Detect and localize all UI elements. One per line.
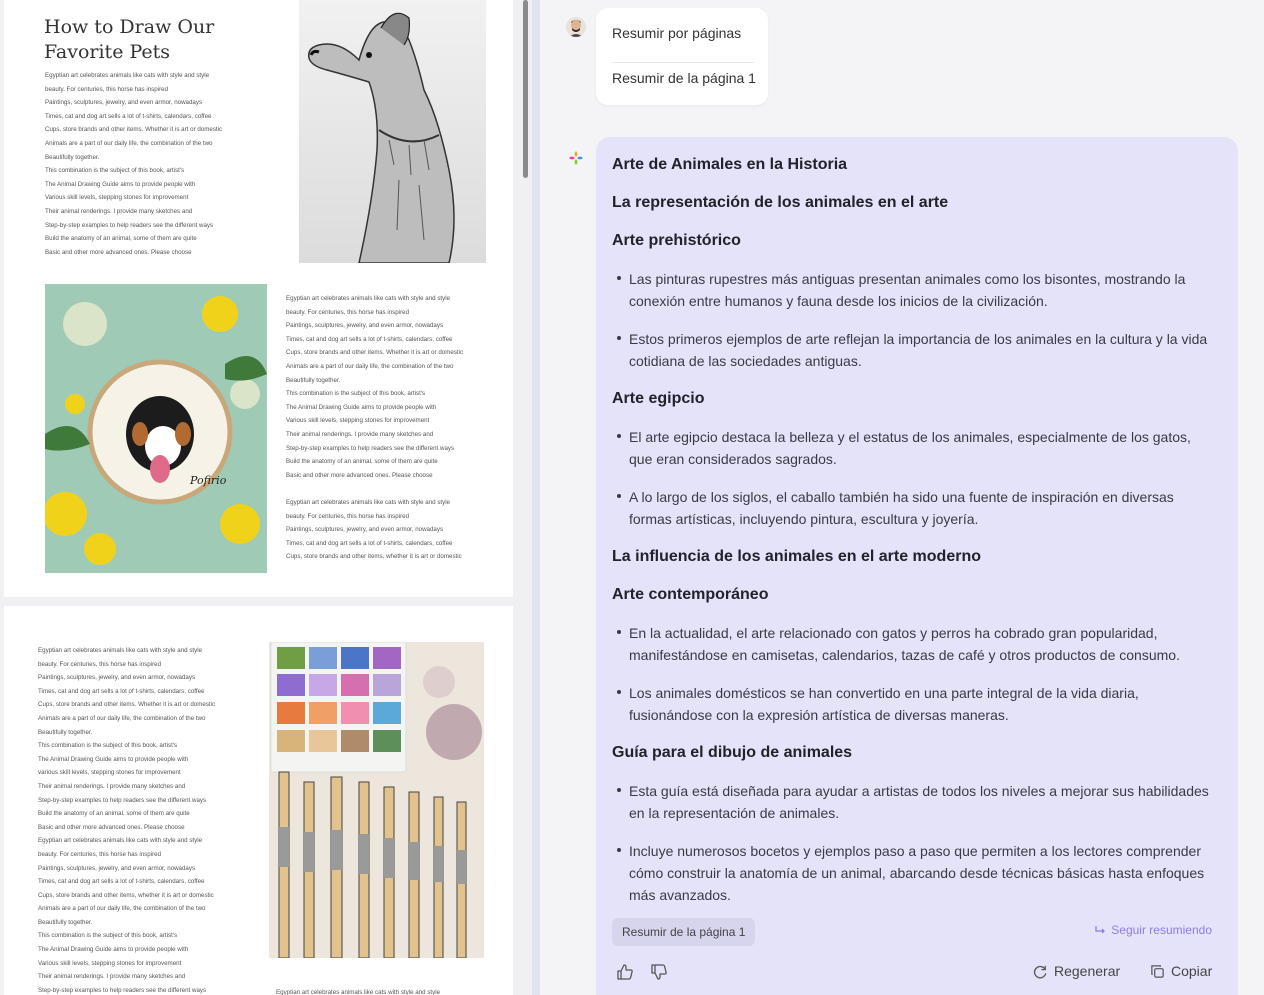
page1-text-column-1 (45, 69, 222, 259)
dog-sketch-image (299, 0, 486, 263)
text-line: Times, cat and dog art sells a lot of t-shirts, calendars, coffee (286, 335, 453, 343)
text-line: Times, cat and dog art sells a lot of t-shirts, calendars, coffee (45, 112, 212, 120)
text-line: Build the anatomy of an animal, some of them are quite (45, 235, 197, 243)
text-line: Their animal renderings. I provide many sketches and (38, 973, 186, 981)
bullet-line: Los animales domésticos se han convertido en una parte integral de la vida diaria, (629, 685, 1139, 701)
text-line: Paintings, sculptures, jewelry, and even armor, nowadays (286, 322, 444, 330)
bullet-line: formas artísticas, incluyendo pintura, escultura y joyería. (629, 511, 979, 527)
page-summary-chip[interactable]: Resumir de la página 1 (612, 918, 755, 946)
bullet-line: El arte egipcio destaca la belleza y el estatus de los animales, especialmente de los gatos, (629, 429, 1191, 445)
text-line: Paintings, sculptures, jewelry, and even armor, nowadays (38, 864, 196, 872)
chat-panel (540, 0, 1264, 995)
text-line: various skill levels, stepping stones for improvement (38, 769, 181, 777)
text-line: Cups, store brands and other items. Whether it is art or domestic (45, 126, 223, 134)
embroidery-hoop-image (45, 284, 267, 573)
bullet-line: Esta guía está diseñada para ayudar a artistas de todos los niveles a mejorar sus habilidades (629, 783, 1209, 799)
text-line: Build the anatomy of an animal, some of them are quite (286, 458, 438, 466)
text-line: Cups, store brands and other items. Whether it is art or domestic (286, 349, 464, 357)
thumbs-up-icon (616, 963, 634, 981)
text-line: beauty. For centuries, this horse has inspired (286, 308, 410, 316)
arrow-continue-icon (1094, 924, 1106, 936)
text-line: The Animal Drawing Guide aims to provide people with (38, 946, 189, 954)
regenerate-button[interactable] (1033, 963, 1120, 979)
text-line: Beautifully together. (286, 376, 341, 384)
text-line: This combination is the subject of this book, artist's (38, 742, 178, 750)
text-line: Build the anatomy of an animal, some of them are quite (38, 810, 190, 818)
text-line: Step-by-step examples to help readers see the different ways (45, 221, 214, 229)
bullet-item (612, 682, 1222, 742)
text-line: Paintings, sculptures, jewelry, and even armor, nowadays (286, 526, 444, 534)
text-line: Paintings, sculptures, jewelry, and even armor, nowadays (38, 674, 196, 682)
text-line: Their animal renderings. I provide many sketches and (38, 782, 186, 790)
text-line: beauty. For centuries, this horse has inspired (38, 660, 162, 668)
text-line: Egyptian art celebrates animals like cats with style and style (286, 498, 451, 506)
text-line: Beautifully together. (38, 728, 93, 736)
bullet-item (612, 840, 1222, 906)
thumbs-down-icon (650, 963, 668, 981)
subsection-heading: Arte prehistórico (612, 232, 741, 249)
bullet-line: cómo construir la anatomía de un animal, abarcando desde técnicas básicas hasta enfoques (629, 865, 1205, 881)
section-heading: La representación de los animales en el arte (612, 194, 949, 211)
text-line: Animals are a part of our daily life, the combination of the two (38, 714, 206, 722)
ai-logo-icon (566, 148, 586, 168)
user-message-bubble (596, 8, 768, 105)
text-line: The Animal Drawing Guide aims to provide people with (286, 403, 437, 411)
text-line: beauty. For centuries, this horse has inspired (38, 850, 162, 858)
bullet-item (612, 426, 1222, 486)
text-line: Cups, store brands and other items, whether it is art or domestic (286, 553, 462, 561)
text-line: The Animal Drawing Guide aims to provide people with (38, 755, 189, 763)
bullet-line: más avanzados. (629, 887, 731, 903)
bullet-line: Estos primeros ejemplos de arte reflejan la importancia de los animales en la cultura y la vida (629, 331, 1208, 347)
text-line: Paintings, sculptures, jewelry, and even armor, nowadays (45, 99, 203, 107)
user-message-divider (612, 62, 754, 63)
bullet-line: En la actualidad, el arte relacionado con gatos y perros ha cobrado gran popularidad, (629, 625, 1158, 641)
page2-text-column-1 (38, 644, 215, 995)
copy-label: Copiar (1171, 963, 1213, 979)
continue-label: Seguir resumiendo (1111, 923, 1212, 937)
text-line: Times, cat and dog art sells a lot of t-shirts, calendars, coffee (38, 687, 205, 695)
bullet-item (612, 328, 1222, 388)
text-line: Animals are a part of our daily life, the combination of the two (45, 139, 213, 147)
refresh-icon (1033, 964, 1048, 979)
page2-text-column-2 (276, 986, 440, 995)
text-line: Beautifully together. (38, 918, 93, 926)
dislike-button[interactable] (650, 963, 668, 981)
like-button[interactable] (616, 963, 634, 981)
title-line-2: Favorite Pets (44, 41, 171, 63)
text-line: Cups, store brands and other items. Whether it is art or domestic (38, 701, 216, 709)
bullet-line: conexión entre humanos y fauna desde los inicios de la civilización. (629, 293, 1048, 309)
bullet-line: manifestándose en camisetas, calendarios, tazas de café y otros productos de consumo. (629, 647, 1180, 663)
text-line: Animals are a part of our daily life, the combination of the two (38, 905, 206, 913)
text-line: Their animal renderings. I provide many sketches and (286, 430, 434, 438)
subsection-heading: Arte egipcio (612, 390, 705, 407)
response-title: Arte de Animales en la Historia (612, 156, 848, 173)
bullet-item (612, 486, 1222, 546)
text-line: Beautifully together. (45, 153, 100, 161)
text-line: Step-by-step examples to help readers see the different ways (38, 796, 207, 804)
section-heading: La influencia de los animales en el arte moderno (612, 548, 981, 565)
pdf-viewer[interactable] (0, 0, 532, 995)
text-line: Basic and other more advanced ones. Please choose (45, 248, 192, 256)
text-line: The Animal Drawing Guide aims to provide people with (45, 180, 196, 188)
user-message-line-1: Resumir por páginas (612, 25, 742, 41)
title-line-1: How to Draw Our (44, 16, 215, 38)
bullet-item (612, 780, 1222, 840)
text-line: Animals are a part of our daily life, the combination of the two (286, 362, 454, 370)
bullet-line: que eran considerados sagrados. (629, 451, 837, 467)
text-line: beauty. For centuries, this horse has inspired (45, 85, 169, 93)
text-line: Egyptian art celebrates animals like cats with style and style (276, 989, 441, 995)
text-line: Their animal renderings. I provide many sketches and (45, 207, 193, 215)
text-line (286, 482, 463, 496)
text-line: Various skill levels, stepping stones for improvement (38, 959, 182, 967)
text-line: This combination is the subject of this book, artist's (38, 932, 178, 940)
text-line: Egyptian art celebrates animals like cats with style and style (38, 837, 203, 845)
text-line: Step-by-step examples to help readers see the different ways (38, 986, 207, 994)
paints-brushes-image (269, 642, 484, 958)
text-line: Basic and other more advanced ones. Please choose (286, 471, 433, 479)
bullet-line: A lo largo de los siglos, el caballo también ha sido una fuente de inspiración en diversas (629, 489, 1174, 505)
user-avatar (566, 17, 586, 37)
text-line: This combination is the subject of this book, artist's (286, 390, 426, 398)
ai-response-bubble (596, 137, 1238, 995)
bullet-line: Las pinturas rupestres más antiguas presentan animales como los bisontes, mostrando la (629, 271, 1186, 287)
text-line: Basic and other more advanced ones. Please choose (38, 823, 185, 831)
text-line: Various skill levels, stepping stones for improvement (45, 194, 189, 202)
bullet-item (612, 268, 1222, 328)
pdf-scrollbar[interactable] (523, 0, 528, 178)
text-line: Times, cat and dog art sells a lot of t-shirts, calendars, coffee (286, 539, 453, 547)
bullet-line: en la representación de animales. (629, 805, 840, 821)
text-line: Egyptian art celebrates animals like cats with style and style (45, 72, 210, 79)
bullet-item (612, 622, 1222, 682)
user-message-line-2: Resumir de la página 1 (612, 70, 756, 86)
bullet-line: fusionándose con la expresión artística de diversas maneras. (629, 707, 1009, 723)
text-line: Cups, store brands and other items, whether it is art or domestic (38, 891, 214, 899)
text-line: This combination is the subject of this book, artist's (45, 167, 185, 175)
text-line: Egyptian art celebrates animals like cats with style and style (286, 295, 451, 302)
text-line: Times, cat and dog art sells a lot of t-shirts, calendars, coffee (38, 878, 205, 886)
subsection-heading: Guía para el dibujo de animales (612, 744, 853, 761)
pdf-page-1 (4, 0, 513, 597)
text-line: beauty. For centuries, this horse has inspired (286, 512, 410, 520)
bullet-line: cotidiana de las sociedades antiguas. (629, 353, 862, 369)
text-line: Egyptian art celebrates animals like cats with style and style (38, 647, 203, 654)
page1-text-column-2 (286, 292, 463, 564)
regenerate-label: Regenerar (1054, 963, 1121, 979)
copy-icon (1150, 964, 1165, 979)
svg-text:Pofirio: Pofirio (190, 474, 227, 487)
subsection-heading: Arte contemporáneo (612, 586, 769, 603)
text-line: Step-by-step examples to help readers see the different ways (286, 444, 455, 452)
ai-response-content (612, 154, 1222, 906)
page-title (44, 15, 294, 65)
continue-summarizing-button[interactable] (1094, 923, 1212, 937)
text-line: Various skill levels, stepping stones for improvement (286, 417, 430, 425)
copy-button[interactable] (1150, 963, 1212, 979)
panel-divider[interactable] (532, 0, 540, 995)
bullet-line: Incluye numerosos bocetos y ejemplos paso a paso que permiten a los lectores comprender (629, 843, 1201, 859)
pdf-page-2 (4, 606, 513, 995)
